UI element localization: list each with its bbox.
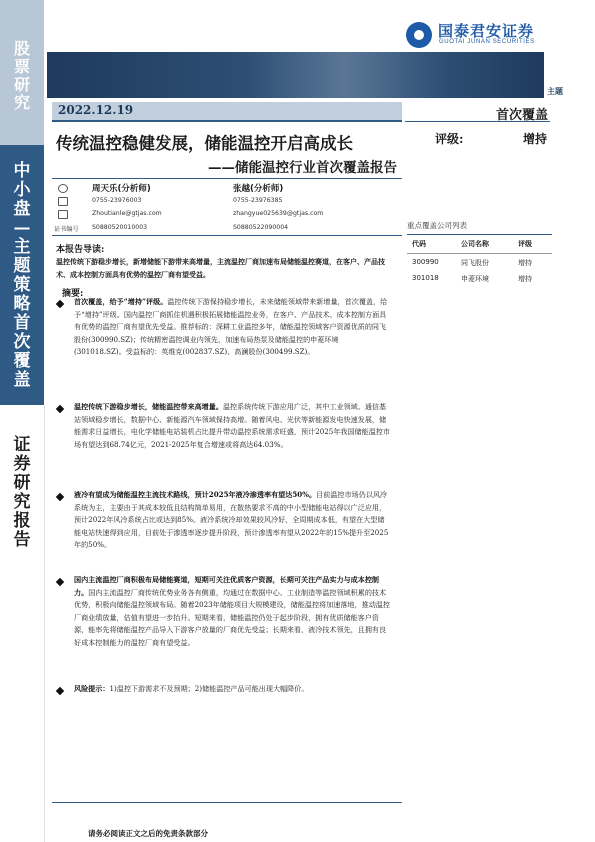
author-cert: S0880522090004 — [233, 224, 289, 231]
sidebar-char: 盖 — [13, 370, 31, 391]
guide-text: 温控传统下游稳步增长，新增储能下游带来高增量，主流温控厂商加速布局储能温控赛道，在客户、产品技术、成本控制方面具有优势的温控厂商有望受益。 — [56, 257, 385, 279]
sidebar-char: 小 — [13, 180, 31, 201]
bullet-icon — [56, 300, 64, 308]
sidebar-char: 究 — [13, 92, 30, 112]
bullet-heading: 温控传统下游稳步增长，储能温控带来高增量。 — [74, 402, 223, 411]
disclaimer-note: 请务必阅读正文之后的免责条款部分 — [88, 829, 208, 838]
phone-icon — [58, 197, 68, 206]
date-bar — [52, 102, 402, 122]
header-banner — [47, 52, 544, 98]
author-block — [52, 178, 402, 236]
summary-title: 摘要: — [62, 289, 84, 299]
summary-bullet — [74, 489, 390, 552]
bullet-heading: 风险提示： — [74, 684, 110, 693]
author-phone: 0755-23976385 — [233, 197, 283, 204]
person-icon — [58, 184, 68, 193]
report-subtitle: ——储能温控行业首次覆盖报告 — [208, 160, 397, 176]
sidebar-middle — [0, 145, 44, 405]
sidebar-char: 证 — [13, 435, 31, 455]
sidebar-char: 覆 — [13, 351, 31, 372]
column-header: 评级 — [518, 240, 532, 248]
company-list-header — [407, 239, 552, 254]
cert-label: 证书编号 — [54, 226, 79, 233]
bullet-text: 温控传统下游保持稳步增长，未来储能领域带来新增量，首次覆盖，给予“增持”评级。国内温控厂商抓住机遇积极拓展储能温控业务，在客户、产品技术、成本控制方面具有优势的温控厂商有望优先受益。推荐标的：深耕工业温控多年，储能温控领域客户资源优质的同飞股份(300990.SZ)；传统精密温控调业内领先，加速布局热泵及储能温控的申菱环境(301018.SZ)。受益标的：英维克(002837.SZ)、高澜股份(300499.SZ)。 — [74, 297, 388, 357]
company-list — [407, 220, 552, 286]
author-phone: 0755-23976003 — [92, 197, 142, 204]
bullet-icon — [56, 578, 64, 586]
author-cert: S0880520010003 — [92, 224, 148, 231]
sidebar-char: 告 — [13, 530, 31, 551]
theme-tag: 主题 — [547, 86, 563, 96]
author-name: 周天乐(分析师) — [92, 184, 151, 194]
sidebar-top — [0, 0, 44, 145]
sidebar-char: 首 — [13, 313, 31, 334]
sidebar-label-report — [0, 436, 44, 550]
sidebar-char: 次 — [13, 332, 31, 353]
sidebar-char: 盘 — [13, 199, 31, 220]
divider — [405, 121, 550, 122]
bullet-heading: 首次覆盖，给予“增持”评级。 — [74, 297, 168, 306]
author-email[interactable]: Zhoutianle@gtjas.com — [92, 210, 162, 217]
logo-icon — [406, 22, 432, 48]
table-row — [407, 254, 552, 270]
bullet-icon — [56, 687, 64, 695]
company-name: 申菱环境 — [461, 275, 489, 283]
report-date: 2022.12.19 — [58, 103, 134, 117]
company-list-title: 重点覆盖公司列表 — [407, 220, 552, 235]
company-logo — [406, 20, 556, 50]
bullet-text: 国内主流温控厂商传统优势业务各有侧重，均通过在数据中心、工业制造等温控领域积累的技术优势，积极向储能温控领域布局。随着2023年储能项目大规模建设，储能温控将加速落地，推动温控厂商业绩放量，估值有望进一步抬升。短期来看，储能温控仍处于起步阶段，拥有优质储能客户资源，能率先将储能温控产品导入下游客户放量的厂商优先受益；长期来看，液冷技术领先，且拥有良好成本控制能力的温控厂商有望受益。 — [74, 587, 390, 647]
company-rating: 增持 — [518, 259, 532, 267]
bullet-icon — [56, 405, 64, 413]
guide-title: 本报告导读: — [56, 245, 105, 255]
logo-name-en: GUOTAI JUNAN SECURITIES — [439, 39, 535, 45]
sidebar-char: 票 — [13, 56, 30, 76]
rating-label: 评级: — [435, 132, 464, 146]
bullet-text: 目前温控市场仍以风冷系统为主，主要由于其成本较低且结构简单易用，在散热要求不高的中小型储能电站得以广泛应用，预计2022年风冷系统占比或达到85%。液冷系统冷却效果较风冷好，全周期成本低，有望在大型储能电站快速得到应用，目前处于渗透率逐步提升阶段，预计渗透率有望从2022年的15%提升至2025年的50%。 — [74, 490, 389, 550]
table-row — [407, 270, 552, 286]
sidebar-char: 题 — [13, 256, 31, 277]
report-title: 传统温控稳健发展，储能温控开启高成长 — [56, 134, 353, 153]
sidebar-label-stock-research — [0, 40, 44, 112]
logo-name-cn: 国泰君安证券 — [438, 22, 535, 40]
sidebar-label-theme — [0, 162, 44, 390]
column-header: 公司名称 — [461, 240, 489, 248]
sidebar-char: 主 — [13, 237, 31, 258]
stock-code: 301018 — [412, 274, 439, 282]
rating-value: 增持 — [523, 132, 548, 146]
summary-bullet — [74, 296, 390, 359]
company-name: 同飞股份 — [461, 259, 489, 267]
bullet-icon — [56, 493, 64, 501]
author-name: 张越(分析师) — [233, 184, 284, 194]
sidebar-char: 略 — [13, 294, 31, 315]
sidebar-char: — — [13, 218, 31, 239]
summary-bullet — [74, 683, 390, 696]
bullet-heading: 液冷有望成为储能温控主流技术路线，预计2025年液冷渗透率有望达50%。 — [74, 490, 317, 499]
sidebar-char: 研 — [13, 473, 31, 494]
summary-bullet — [74, 574, 390, 650]
mail-icon — [58, 210, 68, 219]
column-header: 代码 — [412, 240, 426, 248]
sidebar-char: 究 — [13, 492, 31, 513]
company-rating: 增持 — [518, 275, 532, 283]
bullet-text: 温控系统传统下游应用广泛，其中工业领域、通信基站领域稳步增长，数据中心、新能源汽车领域保持高增。随着风电、光伏等新能源发电快速发展，储能需求日益增长，电化学储能电站装机占比提升带动温控系统需求旺盛，预计2025年我国储能温控市场有望达到68.74亿元，2021-2025年复合增速或将高达64.03%。 — [74, 402, 390, 449]
summary-bullet — [74, 401, 390, 451]
sidebar-char: 研 — [13, 74, 30, 94]
bullet-text: 1)温控下游需求不及预期；2)储能温控产品可能出现大幅降价。 — [109, 684, 309, 693]
bullet-heading: 国内主流温控厂商积极布局储能赛道，短期可关注优质客户资源，长期可关注产品实力与成本控制力。 — [74, 575, 380, 597]
sidebar-bottom — [0, 405, 45, 842]
divider — [52, 802, 402, 803]
stock-code: 300990 — [412, 258, 439, 266]
sidebar-char: 券 — [13, 454, 31, 475]
sidebar — [0, 0, 44, 842]
sidebar-char: 报 — [13, 511, 31, 532]
sidebar-char: 策 — [13, 275, 31, 296]
author-email[interactable]: zhangyue025639@gtjas.com — [233, 210, 324, 217]
coverage-label: 首次覆盖 — [496, 108, 549, 123]
sidebar-char: 中 — [13, 161, 31, 181]
sidebar-char: 股 — [13, 39, 30, 58]
